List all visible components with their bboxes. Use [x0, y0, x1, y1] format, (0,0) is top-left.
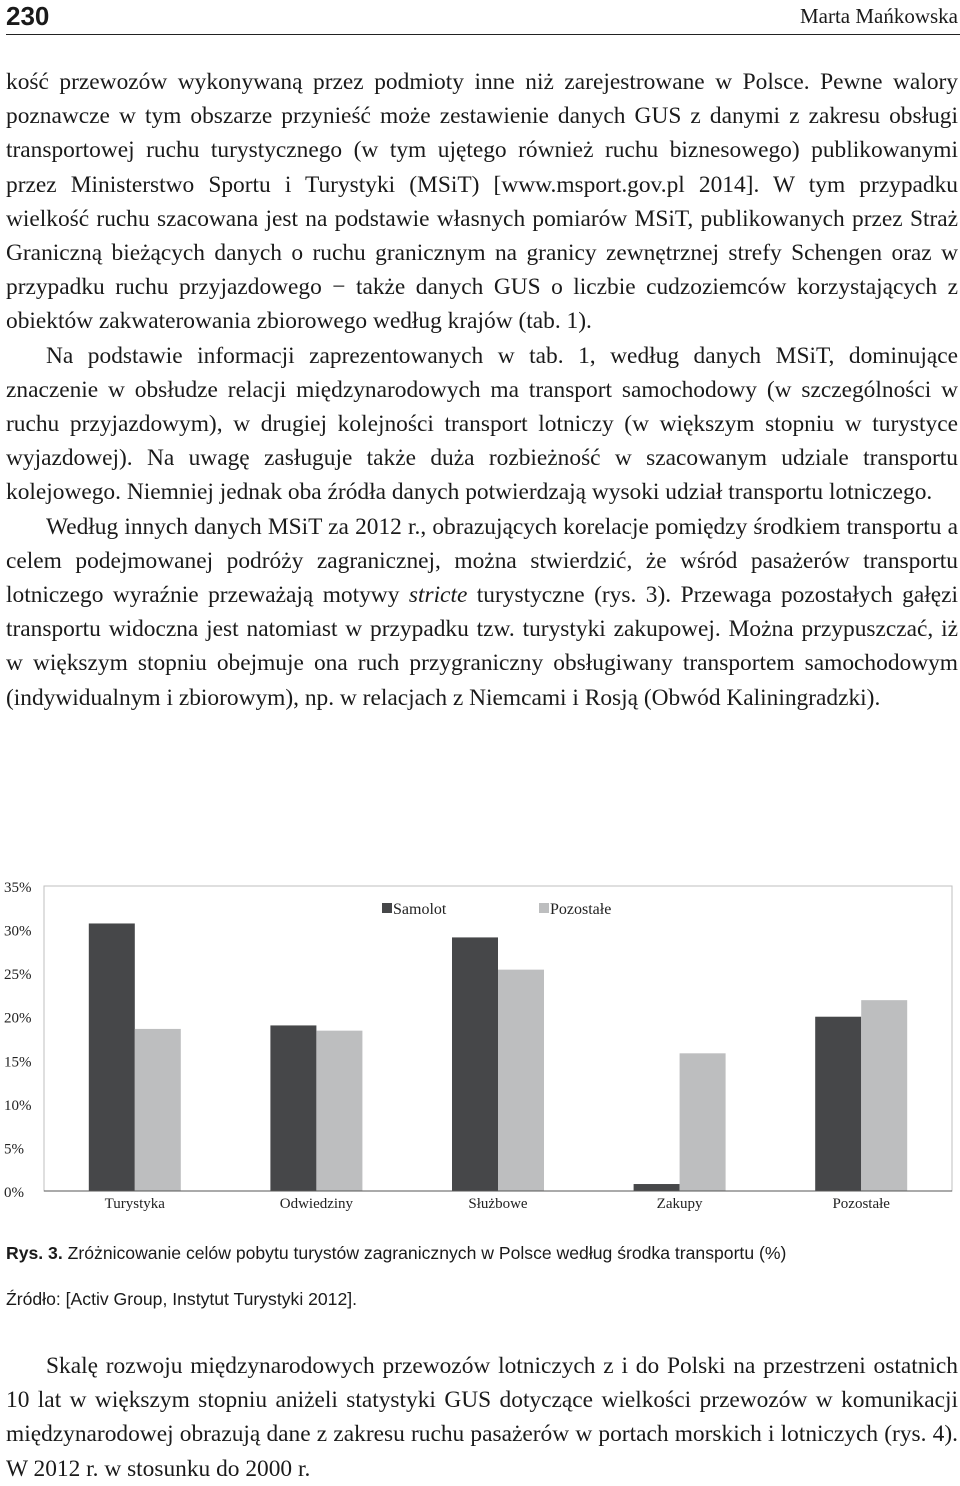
- paragraph-1: kość przewozów wykonywaną przez podmioty inne niż zarejestrowane w Polsce. Pewne walory poznawcze w tym obszarze przynieść może zestawienie danych GUS z danymi z zakresu obsługi transportowej ruchu turystycznego (w tym ujętego również ruchu biznesowego) publikowanymi przez Ministerstwo Sportu i Turystyki (MSiT) [www.msport.gov.pl 2014]. W tym przypadku wielkość ruchu szacowana jest na podstawie własnych pomiarów MSiT, publikowanych przez Straż Graniczną bieżących danych o ruchu granicznym na granicy zewnętrznej strefy Schengen oraz w przypadku ruchu przyjazdowego − także danych GUS o liczbie cudzoziemców korzystających z obiektów zakwaterowania zbiorowego według krajów (tab. 1).: [6, 69, 958, 335]
- body-text-top: [6, 65, 958, 715]
- bar-pozostałe-1: [135, 1029, 181, 1191]
- bar-chart-svg: [0, 872, 960, 1222]
- y-axis-ticks: [4, 880, 32, 1201]
- y-tick-label: 35%: [4, 880, 32, 896]
- y-tick-label: 30%: [4, 923, 32, 940]
- x-tick-label: Służbowe: [468, 1196, 528, 1212]
- legend-label: Pozostałe: [550, 901, 612, 918]
- x-tick-label: Zakupy: [656, 1196, 703, 1212]
- x-tick-label: Pozostałe: [832, 1196, 890, 1212]
- bar-pozostałe-2: [316, 1031, 362, 1191]
- bar-pozostałe-3: [498, 970, 544, 1191]
- bar-samolot-5: [815, 1017, 861, 1191]
- paragraph-4: Skalę rozwoju międzynarodowych przewozów lotniczych z i do Polski na przestrzeni ostatnich 10 lat w większym stopniu aniżeli statystyki GUS dotyczące wielkości przewozów w komunikacji międzynarodowej obrazują dane z zakresu ruchu pasażerów w portach morskich i lotniczych (rys. 4). W 2012 r. w stosunku do 2000 r.: [6, 1353, 958, 1482]
- paragraph-3-italic: stricte: [408, 582, 468, 609]
- y-tick-label: 10%: [4, 1097, 32, 1114]
- legend-label: Samolot: [393, 901, 447, 918]
- legend-swatch: [539, 903, 549, 913]
- bar-chart: [0, 872, 960, 1222]
- x-tick-label: Odwiedziny: [279, 1196, 354, 1212]
- y-tick-label: 15%: [4, 1054, 32, 1071]
- y-tick-label: 25%: [4, 967, 32, 984]
- bar-samolot-1: [89, 923, 135, 1191]
- figure-caption: [6, 1241, 958, 1265]
- paragraph-2: Na podstawie informacji zaprezentowanych w tab. 1, według danych MSiT, dominujące znaczenie w obsłudze relacji międzynarodowych ma transport samochodowy (w szczególności w ruchu przyjazdowym), w drugiej kolejności transport lotniczy (w większym stopniu w turystyce wyjazdowej). Na uwagę zasługuje także duża rozbieżność w szacowanym udziale transportu kolejowego. Niemniej jednak oba źródła danych potwierdzają wysoki udział transportu lotniczego.: [6, 342, 958, 506]
- chart-legend: [382, 901, 611, 918]
- body-text-bottom: [6, 1349, 958, 1486]
- bar-pozostałe-4: [680, 1053, 726, 1191]
- paragraph-3-part-2: turystyczne (rys. 3). Przewaga pozostałych gałęzi transportu widoczna jest natomiast w przypadku tzw. turystyki zakupowej. Można przypuszczać, iż w większym stopniu obejmuje ona ruch przygraniczny obsługiwany transportem samochodowym (indywidualnym i zbiorowym), np. w relacjach z Niemcami i Rosją (Obwód Kaliningradzki).: [6, 582, 958, 711]
- paragraph-3: [6, 510, 958, 715]
- legend-swatch: [382, 903, 392, 913]
- page-header: [6, 0, 960, 35]
- paragraph-3-part-1: Według innych danych MSiT za 2012 r., obrazujących korelacje pomiędzy środkiem transportu a celem podejmowanej podróży zagranicznej, można stwierdzić, że wśród pasażerów transportu lotniczego wyraźnie przeważają motywy: [6, 513, 958, 609]
- figure-source: Źródło: [Activ Group, Instytut Turystyki 2012].: [6, 1289, 358, 1309]
- figure-label: Rys. 3.: [6, 1243, 63, 1263]
- page-number: 230: [6, 1, 50, 31]
- x-tick-label: Turystyka: [104, 1196, 165, 1212]
- bar-samolot-2: [270, 1025, 316, 1191]
- y-tick-label: 20%: [4, 1010, 32, 1027]
- bar-samolot-3: [452, 937, 498, 1191]
- running-head-author: Marta Mańkowska: [799, 4, 958, 28]
- x-axis-labels: [105, 1196, 891, 1212]
- y-tick-label: 0%: [4, 1185, 24, 1201]
- figure-caption-text: Zróżnicowanie celów pobytu turystów zagranicznych w Polsce według środka transportu (%): [67, 1243, 787, 1263]
- bar-samolot-4: [634, 1184, 680, 1191]
- y-tick-label: 5%: [4, 1141, 24, 1158]
- chart-bars: [89, 923, 907, 1191]
- bar-pozostałe-5: [861, 1000, 907, 1191]
